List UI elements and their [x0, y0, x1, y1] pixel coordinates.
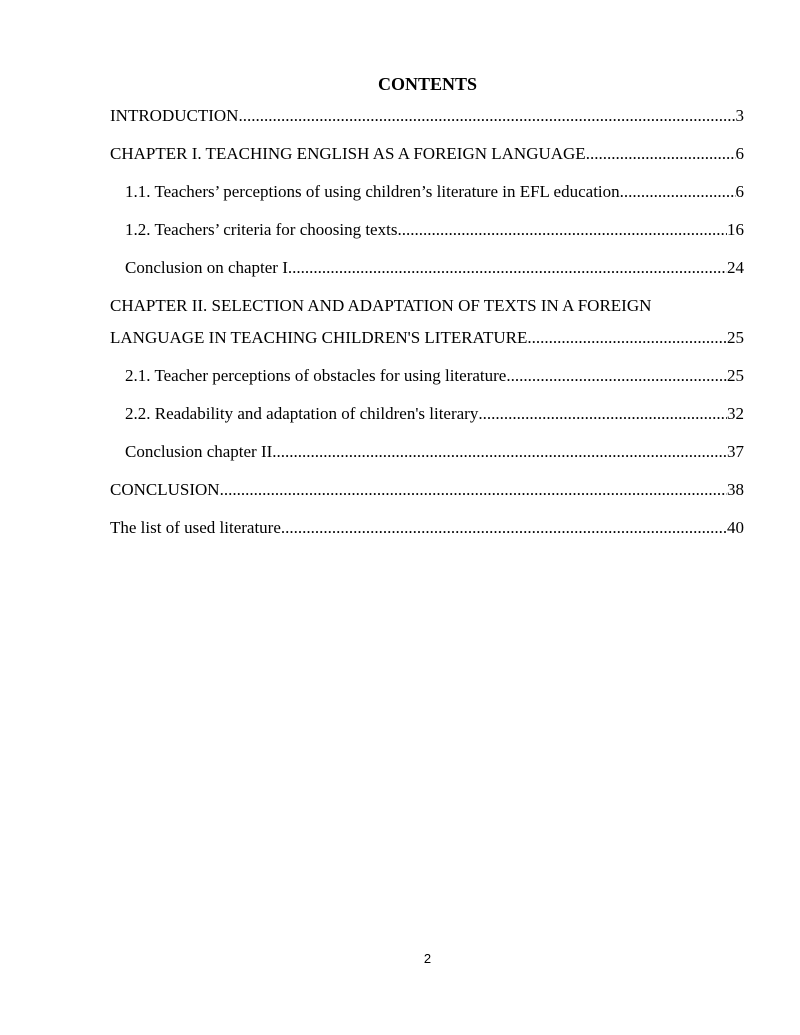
toc-entry-page: 3	[735, 106, 744, 125]
toc-entry-title: 1.2. Teachers’ criteria for choosing texts	[125, 220, 398, 239]
toc-entry-page: 25	[727, 366, 744, 385]
toc-entry-page: 32	[727, 404, 744, 423]
toc-entry-conclusion	[110, 479, 744, 517]
toc-entry-page: 16	[727, 220, 744, 239]
dot-leader	[478, 403, 727, 425]
toc-entry-conclusion-chapter-2	[110, 441, 744, 479]
toc-entry-title-line-2: LANGUAGE IN TEACHING CHILDREN'S LITERATURE	[110, 328, 528, 347]
toc-entry-page: 6	[735, 144, 744, 163]
table-of-contents	[110, 105, 744, 555]
dot-leader	[272, 441, 727, 463]
toc-entry-section-2-1	[110, 365, 744, 403]
toc-entry-section-2-2	[110, 403, 744, 441]
toc-entry-title: CHAPTER I. TEACHING ENGLISH AS A FOREIGN LANGUAGE	[110, 144, 586, 163]
toc-entry-title: The list of used literature	[110, 518, 281, 537]
dot-leader	[281, 517, 727, 539]
toc-entry-title: 2.1. Teacher perceptions of obstacles for using literature	[125, 366, 507, 385]
toc-entry-page: 6	[735, 182, 744, 201]
toc-entry-introduction	[110, 105, 744, 143]
dot-leader	[506, 365, 727, 387]
toc-entry-page: 38	[727, 480, 744, 499]
dot-leader	[288, 257, 727, 279]
toc-entry-title: Conclusion chapter II	[125, 442, 273, 461]
toc-entry-page: 40	[727, 518, 744, 537]
toc-entry-title: INTRODUCTION	[110, 106, 239, 125]
toc-entry-literature	[110, 517, 744, 555]
dot-leader	[238, 105, 735, 127]
toc-entry-conclusion-chapter-1	[110, 257, 744, 295]
dot-leader	[586, 143, 736, 165]
toc-entry-title-line-1: CHAPTER II. SELECTION AND ADAPTATION OF TEXTS IN A FOREIGN	[110, 296, 652, 315]
toc-entry-title: CONCLUSION	[110, 480, 220, 499]
toc-entry-section-1-1	[110, 181, 744, 219]
toc-entry-title: Conclusion on chapter I	[125, 258, 288, 277]
dot-leader	[527, 327, 727, 349]
toc-entry-chapter-1	[110, 143, 744, 181]
toc-entry-title: 2.2. Readability and adaptation of children's literary	[125, 404, 479, 423]
toc-entry-title: 1.1. Teachers’ perceptions of using children’s literature in EFL education	[125, 182, 620, 201]
page-number: 2	[423, 951, 432, 966]
toc-entry-page: 24	[727, 258, 744, 277]
dot-leader	[397, 219, 727, 241]
dot-leader	[620, 181, 736, 203]
toc-entry-title-line-2-row	[110, 327, 744, 365]
toc-entry-chapter-2	[110, 295, 744, 365]
toc-entry-page: 37	[727, 442, 744, 461]
dot-leader	[220, 479, 727, 501]
toc-entry-section-1-2	[110, 219, 744, 257]
contents-heading: CONTENTS	[377, 74, 478, 94]
toc-entry-page: 25	[727, 328, 744, 347]
